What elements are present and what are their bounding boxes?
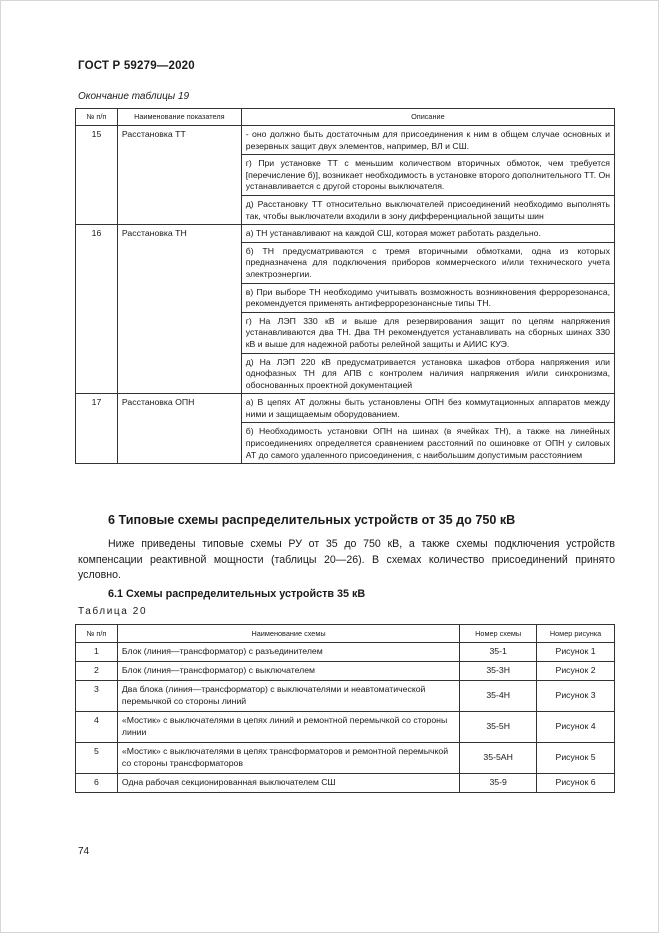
description-paragraph: б) ТН предусматриваются с тремя вторичными обмотками, одна из которых предназначена для подключения приборов коммерческого и/или технического учета электроэнергии. (242, 243, 614, 284)
row-scheme-number: 35-3Н (460, 662, 537, 681)
row-scheme-number: 35-5АН (460, 743, 537, 774)
section-6-title: 6 Типовые схемы распределительных устройств от 35 до 750 кВ (108, 513, 516, 527)
table-row (76, 225, 615, 394)
row-num: 4 (76, 712, 118, 743)
column-header-num: № п/п (76, 625, 118, 643)
row-num: 2 (76, 662, 118, 681)
description-paragraph: г) При установке ТТ с меньшим количеством вторичных обмоток, чем требуется [перечисление б)], возникает необходимость в установке второго дополнительного ТТ. Он устанавливается с другой стороны выключателя. (242, 155, 614, 196)
description-paragraph: б) Необходимость установки ОПН на шинах (в ячейках ТН), а также на линейных присоединениях определяется сравнением расстояний по ошиновке от ОПН у силовых АТ до самого удаленного присоединения, с наибольшим допустимым расстоянием (245, 426, 610, 460)
row-name: Расстановка ТТ (117, 126, 241, 225)
table-continuation-caption: Окончание таблицы 19 (78, 91, 190, 102)
table-row (76, 643, 615, 662)
row-figure-number: Рисунок 5 (537, 743, 615, 774)
page-number: 74 (78, 846, 90, 857)
description-paragraph: г) На ЛЭП 330 кВ и выше для резервирования защит по цепям напряжения устанавливаются два ТН. Два ТН рекомендуется устанавливать на сборных шинах 330 кВ и выше для надежной работы релейной защиты и АИИС КУЭ. (242, 313, 614, 354)
description-paragraph: а) В цепях АТ должны быть установлены ОПН без коммутационных аппаратов между ними и защищаемым оборудованием. (242, 394, 614, 423)
row-scheme-number: 35-4Н (460, 681, 537, 712)
table-row (76, 681, 615, 712)
row-scheme-number: 35-1 (460, 643, 537, 662)
description-paragraph: д) Расстановку ТТ относительно выключателей присоединений необходимо выполнять так, чтобы выключатели входили в зону дифференциальной защиты шин (245, 198, 610, 221)
row-num: 17 (76, 394, 118, 464)
row-name: Расстановка ОПН (117, 394, 241, 464)
row-num: 1 (76, 643, 118, 662)
table-row (76, 394, 615, 464)
table-row (76, 774, 615, 793)
table-row (76, 743, 615, 774)
column-header-num: № п/п (76, 109, 118, 126)
row-scheme-name: «Мостик» с выключателями в цепях линий и ремонтной перемычкой со стороны линии (117, 712, 459, 743)
standard-header: ГОСТ Р 59279—2020 (78, 60, 195, 72)
row-figure-number: Рисунок 4 (537, 712, 615, 743)
row-scheme-name: Блок (линия—трансформатор) с выключателем (117, 662, 459, 681)
description-paragraph: д) На ЛЭП 220 кВ предусматривается установка шкафов отбора напряжения или однофазных ТН для АПВ с контролем наличия напряжения и/или синхронизма, обоснованных проектной документацией (245, 356, 610, 390)
table-header-row (76, 625, 615, 643)
row-figure-number: Рисунок 1 (537, 643, 615, 662)
table-19 (75, 108, 615, 464)
row-scheme-name: Одна рабочая секционированная выключателем СШ (117, 774, 459, 793)
row-scheme-name: «Мостик» с выключателями в цепях трансформаторов и ремонтной перемычкой со стороны трансформаторов (117, 743, 459, 774)
column-header-scheme-name: Наименование схемы (117, 625, 459, 643)
row-num: 15 (76, 126, 118, 225)
section-6-1-title: 6.1 Схемы распределительных устройств 35 кВ (108, 588, 366, 600)
row-scheme-name: Два блока (линия—трансформатор) с выключателями и неавтоматической перемычкой со стороны линий (117, 681, 459, 712)
column-header-scheme-number: Номер схемы (460, 625, 537, 643)
table-row (76, 662, 615, 681)
row-scheme-number: 35-9 (460, 774, 537, 793)
row-figure-number: Рисунок 2 (537, 662, 615, 681)
row-description (241, 225, 614, 394)
table-20-label: Таблица 20 (78, 606, 148, 617)
description-paragraph: в) При выборе ТН необходимо учитывать возможность возникновения феррорезонанса, рекомендуется применять антиферрорезонансные типы ТН. (242, 284, 614, 313)
table-row (76, 126, 615, 225)
row-description (241, 126, 614, 225)
row-num: 3 (76, 681, 118, 712)
row-description (241, 394, 614, 464)
row-figure-number: Рисунок 6 (537, 774, 615, 793)
table-header-row (76, 109, 615, 126)
row-num: 6 (76, 774, 118, 793)
row-scheme-name: Блок (линия—трансформатор) с разъединителем (117, 643, 459, 662)
row-name: Расстановка ТН (117, 225, 241, 394)
section-6-text: Ниже приведены типовые схемы РУ от 35 до 750 кВ, а также схемы подключения устройств компенсации реактивной мощности (таблицы 20—26). В схемах количество присоединений принято условно. (78, 538, 615, 582)
row-scheme-number: 35-5Н (460, 712, 537, 743)
table-row (76, 712, 615, 743)
row-num: 16 (76, 225, 118, 394)
column-header-description: Описание (241, 109, 614, 126)
column-header-name: Наименование показателя (117, 109, 241, 126)
table-20 (75, 624, 615, 793)
row-figure-number: Рисунок 3 (537, 681, 615, 712)
description-paragraph: - оно должно быть достаточным для присоединения к ним в общем случае основных и резервных защит двух элементов, например, ВЛ и СШ. (242, 126, 614, 155)
description-paragraph: а) ТН устанавливают на каждой СШ, которая может работать раздельно. (242, 225, 614, 243)
column-header-figure-number: Номер рисунка (537, 625, 615, 643)
row-num: 5 (76, 743, 118, 774)
